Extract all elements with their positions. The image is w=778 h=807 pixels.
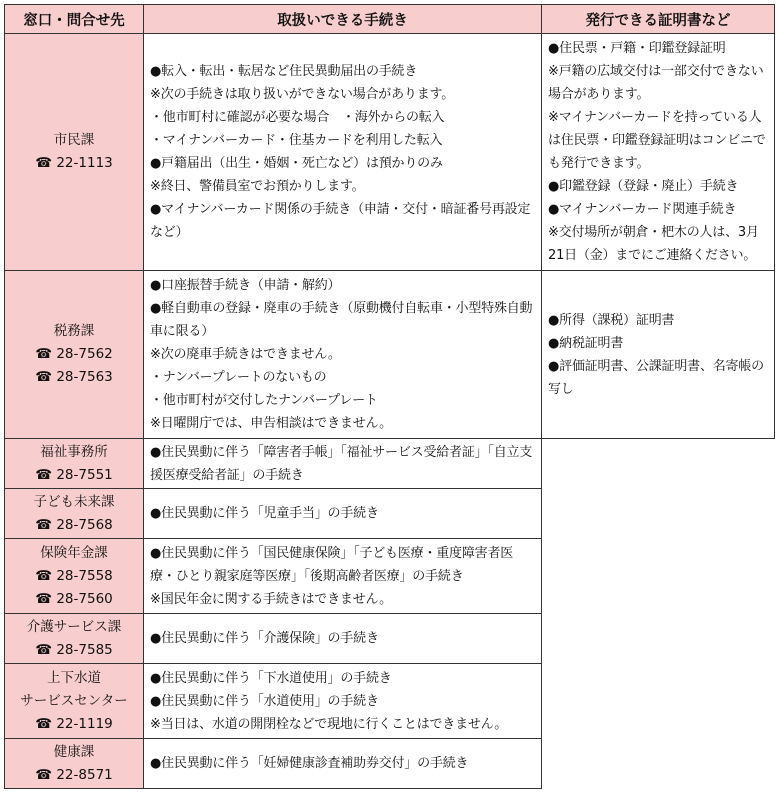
certificate-line: ●所得（課税）証明書 bbox=[548, 312, 675, 328]
certificates-cell bbox=[542, 271, 775, 439]
procedures-table bbox=[4, 4, 775, 789]
procedure-line: ●住民異動に伴う「児童手当」の手続き bbox=[150, 506, 379, 521]
header-office: 窓口・問合せ先 bbox=[5, 5, 144, 34]
office-cell bbox=[5, 664, 144, 739]
procedure-line: ・ナンバープレートのないもの bbox=[150, 370, 327, 385]
phone-number: ☎ 22-8571 bbox=[35, 766, 113, 783]
procedures-cell bbox=[144, 439, 542, 489]
header-procedures: 取扱いできる手続き bbox=[144, 5, 542, 34]
phone-number: ☎ 28-7563 bbox=[35, 369, 113, 385]
procedure-line: ●住民異動に伴う「下水道使用」の手続き bbox=[150, 670, 392, 686]
procedure-line: ※当日は、水道の開閉栓などで現地に行くことはできません。 bbox=[150, 716, 508, 732]
office-name: 上下水道 bbox=[47, 669, 101, 686]
procedures-cell bbox=[144, 539, 542, 614]
office-cell bbox=[5, 439, 144, 489]
certificate-line: ●住民票・戸籍・印鑑登録証明 bbox=[548, 41, 726, 56]
procedure-line: ※終日、警備員室でお預かりします。 bbox=[150, 179, 365, 194]
procedure-line: ●戸籍届出（出生・婚姻・死亡など）は預かりのみ bbox=[150, 156, 443, 171]
table-row bbox=[5, 271, 775, 439]
office-name: 健康課 bbox=[53, 743, 95, 760]
office-name: 福祉事務所 bbox=[40, 443, 108, 460]
procedure-line: ●住民異動に伴う「障害者手帳」「福祉サービス受給者証」「自立支援医療受給者証」の手続き bbox=[150, 444, 533, 483]
office-cell bbox=[5, 739, 144, 789]
certificate-line: ●印鑑登録（登録・廃止）手続き bbox=[548, 179, 739, 194]
procedure-line: ・マイナンバーカード・住基カードを利用した転入 bbox=[150, 133, 443, 148]
certificate-line: ※戸籍の広域交付は一部交付できない場合があります。 bbox=[548, 64, 764, 102]
office-name: 税務課 bbox=[53, 323, 95, 339]
certificate-line: ●納税証明書 bbox=[548, 335, 624, 351]
certificate-line: ※交付場所が朝倉・杷木の人は、3月21日（金）までにご連絡ください。 bbox=[548, 225, 759, 263]
phone-number: ☎ 28-7558 bbox=[35, 567, 113, 584]
empty-cell bbox=[542, 439, 775, 789]
procedure-line: ※次の手続きは取り扱いができない場合があります。 bbox=[150, 87, 455, 102]
certificate-line: ※マイナンバーカードを持っている人は住民票・印鑑登録証明はコンビニでも発行できます。 bbox=[548, 110, 766, 171]
procedure-line: ●住民異動に伴う「国民健康保険」「子ども医療・重度障害者医療・ひとり親家庭等医療」「後期高齢者医療」の手続き bbox=[150, 545, 514, 584]
office-name: 子ども未来課 bbox=[33, 493, 115, 510]
procedure-line: ●口座振替手続き（申請・解約） bbox=[150, 278, 341, 293]
office-name: 介護サービス課 bbox=[26, 618, 122, 635]
procedures-cell bbox=[144, 739, 542, 789]
phone-number: ☎ 28-7551 bbox=[35, 466, 113, 483]
procedure-line: ●住民異動に伴う「妊婦健康診査補助券交付」の手続き bbox=[150, 756, 469, 771]
procedures-cell bbox=[144, 34, 542, 271]
phone-number: ☎ 28-7562 bbox=[35, 346, 113, 362]
procedure-line: ※日曜開庁では、申告相談はできません。 bbox=[150, 416, 392, 431]
procedure-line: ●住民異動に伴う「介護保険」の手続き bbox=[150, 631, 379, 646]
procedures-cell bbox=[144, 489, 542, 539]
procedure-line: ●軽自動車の登録・廃車の手続き（原動機付自転車・小型特殊自動車に限る） bbox=[150, 301, 533, 339]
procedures-cell bbox=[144, 271, 542, 439]
office-name: 保険年金課 bbox=[40, 544, 108, 561]
procedure-line: ・他市町村に確認が必要な場合 ・海外からの転入 bbox=[150, 110, 445, 125]
office-name: 市民課 bbox=[53, 132, 95, 148]
phone-number: ☎ 22-1113 bbox=[35, 155, 113, 171]
procedure-line: ●マイナンバーカード関係の手続き（申請・交付・暗証番号再設定など） bbox=[150, 202, 531, 240]
header-certificates: 発行できる証明書など bbox=[542, 5, 775, 34]
office-cell bbox=[5, 271, 144, 439]
table-row bbox=[5, 439, 775, 489]
procedure-line: ●転入・転出・転居など住民異動届出の手続き bbox=[150, 64, 418, 79]
procedure-line: ●住民異動に伴う「水道使用」の手続き bbox=[150, 693, 379, 709]
office-cell bbox=[5, 614, 144, 664]
phone-number: ☎ 28-7585 bbox=[35, 641, 113, 658]
phone-number: ☎ 28-7568 bbox=[35, 516, 113, 533]
procedures-cell bbox=[144, 664, 542, 739]
office-cell bbox=[5, 34, 144, 271]
certificates-cell bbox=[542, 34, 775, 271]
office-cell bbox=[5, 539, 144, 614]
phone-number: ☎ 22-1119 bbox=[35, 715, 113, 732]
procedure-line: ※国民年金に関する手続きはできません。 bbox=[150, 591, 392, 607]
table-header-row bbox=[5, 5, 775, 34]
office-cell bbox=[5, 489, 144, 539]
office-name: サービスセンター bbox=[20, 692, 128, 709]
procedure-line: ・他市町村が交付したナンバープレート bbox=[150, 393, 378, 408]
procedures-cell bbox=[144, 614, 542, 664]
certificate-line: ●評価証明書、公課証明書、名寄帳の写し bbox=[548, 358, 764, 397]
certificate-line: ●マイナンバーカード関連手続き bbox=[548, 202, 737, 217]
table-row bbox=[5, 34, 775, 271]
procedure-line: ※次の廃車手続きはできません。 bbox=[150, 347, 341, 362]
phone-number: ☎ 28-7560 bbox=[35, 590, 113, 607]
